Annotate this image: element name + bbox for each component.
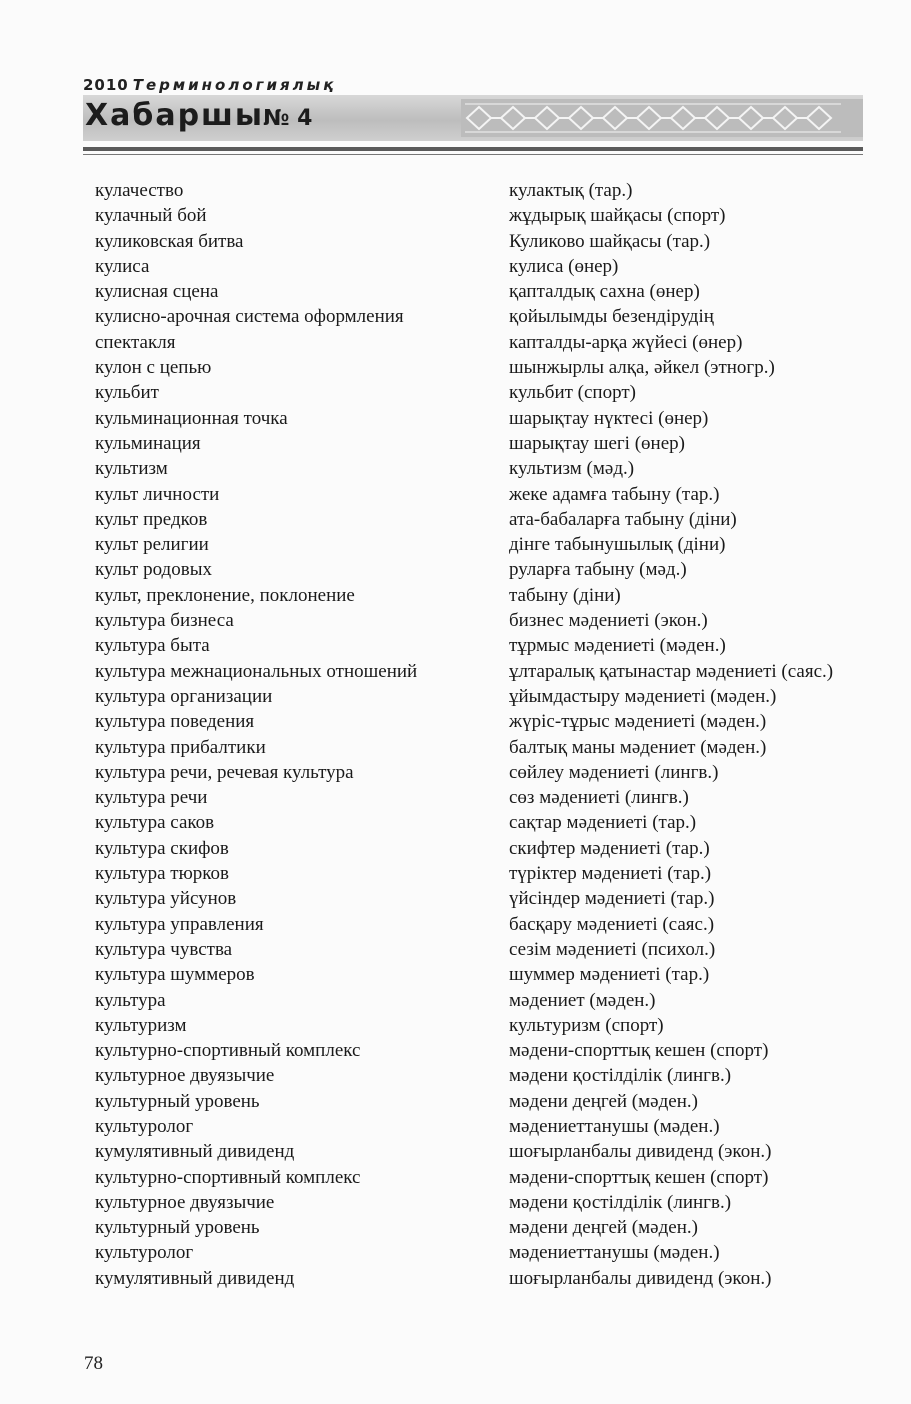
kazakh-term: культуризм (спорт) — [509, 1014, 664, 1036]
kazakh-term: бизнес мәдениеті (экон.) — [509, 610, 708, 632]
russian-term: кульминация — [95, 432, 201, 454]
glossary-entry — [0, 988, 911, 1013]
kazakh-term: балтық маны мәдениет (мәден.) — [509, 736, 767, 758]
glossary-entry — [0, 1114, 911, 1139]
glossary-entry — [0, 861, 911, 886]
russian-term: культура управления — [95, 913, 264, 935]
kazakh-term: мәдени деңгей (мәден.) — [509, 1217, 698, 1239]
glossary-entry — [0, 279, 911, 304]
russian-term: культура межнациональных отношений — [95, 660, 418, 682]
glossary-entry — [0, 532, 911, 557]
kazakh-term: Куликово шайқасы (тар.) — [509, 230, 711, 252]
page-number: 78 — [84, 1353, 103, 1374]
russian-term: культуризм — [95, 1014, 187, 1036]
kazakh-term: руларға табыну (мәд.) — [509, 559, 687, 581]
ornament-icon — [461, 99, 863, 137]
glossary-entry — [0, 1013, 911, 1038]
russian-term: культура шуммеров — [95, 964, 255, 986]
kazakh-term: мәдени қостілділік (лингв.) — [509, 1191, 732, 1213]
kazakh-term: мәдени қостілділік (лингв.) — [509, 1065, 732, 1087]
russian-term: культура — [95, 989, 166, 1011]
glossary-entry — [0, 1038, 911, 1063]
glossary-entry — [0, 1266, 911, 1291]
header-rule-thick — [83, 147, 863, 151]
russian-term: культура прибалтики — [95, 736, 266, 758]
kazakh-term: культизм (мәд.) — [509, 458, 635, 480]
kazakh-term: дінге табынушылық (діни) — [509, 534, 726, 556]
kazakh-term: тұрмыс мәдениеті (мәден.) — [509, 635, 726, 657]
russian-term: кулиса — [95, 255, 150, 277]
glossary-entry — [0, 482, 911, 507]
kazakh-term: мәдениеттанушы (мәден.) — [509, 1242, 720, 1264]
glossary-entry — [0, 886, 911, 911]
glossary-entry — [0, 203, 911, 228]
kazakh-term: жұдырық шайқасы (спорт) — [509, 205, 726, 227]
russian-term: культура бизнеса — [95, 610, 234, 632]
russian-term: культизм — [95, 458, 168, 480]
kazakh-term: сөйлеу мәдениеті (лингв.) — [509, 761, 719, 783]
glossary-entry — [0, 912, 911, 937]
glossary-entry — [0, 254, 911, 279]
kazakh-term: қапталдық сахна (өнер) — [509, 281, 700, 303]
russian-term: культ, преклонение, поклонение — [95, 584, 355, 606]
kazakh-term: шынжырлы алқа, әйкел (этногр.) — [509, 357, 775, 379]
kazakh-term: шарықтау шегі (өнер) — [509, 432, 685, 454]
russian-term: кумулятивный дивиденд — [95, 1141, 295, 1163]
kazakh-term: ата-бабаларға табыну (діни) — [509, 508, 737, 530]
glossary-entry — [0, 431, 911, 456]
glossary-entry — [0, 355, 911, 380]
russian-term: кульбит — [95, 382, 159, 404]
glossary-entry — [0, 1139, 911, 1164]
glossary-entry — [0, 709, 911, 734]
kazakh-term: шарықтау нүктесі (өнер) — [509, 407, 709, 429]
header-masthead — [83, 76, 336, 94]
kazakh-term: мәдени деңгей (мәден.) — [509, 1090, 698, 1112]
header-rule-thin — [83, 154, 863, 155]
russian-term: кулачество — [95, 180, 184, 201]
glossary-entry — [0, 659, 911, 684]
kazakh-term: кулиса (өнер) — [509, 255, 619, 277]
russian-term: культ предков — [95, 508, 208, 530]
kazakh-term: мәдени-спорттық кешен (спорт) — [509, 1166, 769, 1188]
glossary-entry — [0, 330, 911, 355]
kazakh-term: шуммер мәдениеті (тар.) — [509, 964, 710, 986]
kazakh-term: жүріс-тұрыс мәдениеті (мәден.) — [509, 711, 767, 733]
russian-term: культурное двуязычие — [95, 1065, 275, 1087]
russian-term: культура тюрков — [95, 863, 230, 885]
russian-term: культурный уровень — [95, 1217, 260, 1239]
glossary-entry — [0, 229, 911, 254]
glossary-entry — [0, 684, 911, 709]
russian-term: культурно-спортивный комплекс — [95, 1166, 361, 1188]
glossary-entries — [0, 178, 911, 1291]
glossary-entry — [0, 735, 911, 760]
russian-term: культура чувства — [95, 938, 233, 960]
russian-term: культ религии — [95, 534, 209, 556]
glossary-entry — [0, 583, 911, 608]
kazakh-term: табыну (діни) — [509, 584, 621, 606]
glossary-entry — [0, 1240, 911, 1265]
glossary-entry — [0, 557, 911, 582]
russian-term: спектакля — [95, 331, 176, 353]
kazakh-term: сезім мәдениеті (психол.) — [509, 938, 716, 960]
russian-term: кулон с цепью — [95, 357, 212, 379]
kazakh-term: жеке адамға табыну (тар.) — [509, 483, 720, 505]
kazakh-term: шоғырланбалы дивиденд (экон.) — [509, 1141, 772, 1163]
glossary-entry — [0, 608, 911, 633]
glossary-entry — [0, 380, 911, 405]
russian-term: культуролог — [95, 1242, 194, 1264]
kazakh-term: сақтар мәдениеті (тар.) — [509, 812, 697, 834]
russian-term: культура речи — [95, 787, 208, 809]
header-title: Хабаршы — [85, 98, 265, 133]
kazakh-term: ұйымдастыру мәдениеті (мәден.) — [509, 685, 777, 707]
glossary-entry — [0, 507, 911, 532]
kazakh-term: кульбит (спорт) — [509, 382, 636, 404]
kazakh-term: скифтер мәдениеті (тар.) — [509, 837, 710, 859]
glossary-entry — [0, 1165, 911, 1190]
russian-term: кулисно-арочная система оформления — [95, 306, 404, 328]
kazakh-term: капталды-арқа жүйесі (өнер) — [509, 331, 743, 353]
glossary-entry — [0, 760, 911, 785]
glossary-entry — [0, 836, 911, 861]
kazakh-term: мәдениет (мәден.) — [509, 989, 656, 1011]
russian-term: культура уйсунов — [95, 888, 237, 910]
russian-term: культурное двуязычие — [95, 1191, 275, 1213]
russian-term: культ личности — [95, 483, 220, 505]
glossary-entry — [0, 810, 911, 835]
glossary-entry — [0, 1215, 911, 1240]
russian-term: культура скифов — [95, 837, 229, 859]
header-issue-number: № 4 — [263, 106, 313, 131]
russian-term: кульминационная точка — [95, 407, 288, 429]
russian-term: культурно-спортивный комплекс — [95, 1040, 361, 1062]
russian-term: куликовская битва — [95, 230, 244, 252]
kazakh-term: шоғырланбалы дивиденд (экон.) — [509, 1267, 772, 1289]
glossary-entry — [0, 785, 911, 810]
russian-term: культура речи, речевая культура — [95, 761, 354, 783]
header-year: 2010 — [83, 76, 129, 94]
russian-term: кулисная сцена — [95, 281, 219, 303]
glossary-entry — [0, 1190, 911, 1215]
glossary-entry — [0, 304, 911, 329]
russian-term: культ родовых — [95, 559, 212, 581]
glossary-entry — [0, 178, 911, 203]
russian-term: культура быта — [95, 635, 210, 657]
glossary-entry — [0, 456, 911, 481]
glossary-entry — [0, 1063, 911, 1088]
kazakh-term: қойылымды безендірудің — [509, 306, 714, 328]
kazakh-term: басқару мәдениеті (саяс.) — [509, 913, 715, 935]
kazakh-term: мәдениеттанушы (мәден.) — [509, 1115, 720, 1137]
russian-term: кулачный бой — [95, 205, 207, 227]
russian-term: культурный уровень — [95, 1090, 260, 1112]
russian-term: культура организации — [95, 685, 273, 707]
page-header — [83, 68, 863, 164]
glossary-entry — [0, 962, 911, 987]
russian-term: кумулятивный дивиденд — [95, 1267, 295, 1289]
glossary-entry — [0, 937, 911, 962]
glossary-entry — [0, 633, 911, 658]
russian-term: культура поведения — [95, 711, 255, 733]
russian-term: культуролог — [95, 1115, 194, 1137]
header-magazine-name: Терминологиялық — [132, 76, 337, 94]
kazakh-term: мәдени-спорттық кешен (спорт) — [509, 1040, 769, 1062]
kazakh-term: үйсіндер мәдениеті (тар.) — [509, 888, 715, 910]
kazakh-term: кулактық (тар.) — [509, 180, 633, 201]
kazakh-term: сөз мәдениеті (лингв.) — [509, 787, 689, 809]
kazakh-term: ұлтаралық қатынастар мәдениеті (саяс.) — [509, 660, 834, 682]
kazakh-term: түріктер мәдениеті (тар.) — [509, 863, 712, 885]
glossary-entry — [0, 406, 911, 431]
glossary-entry — [0, 1089, 911, 1114]
russian-term: культура саков — [95, 812, 215, 834]
